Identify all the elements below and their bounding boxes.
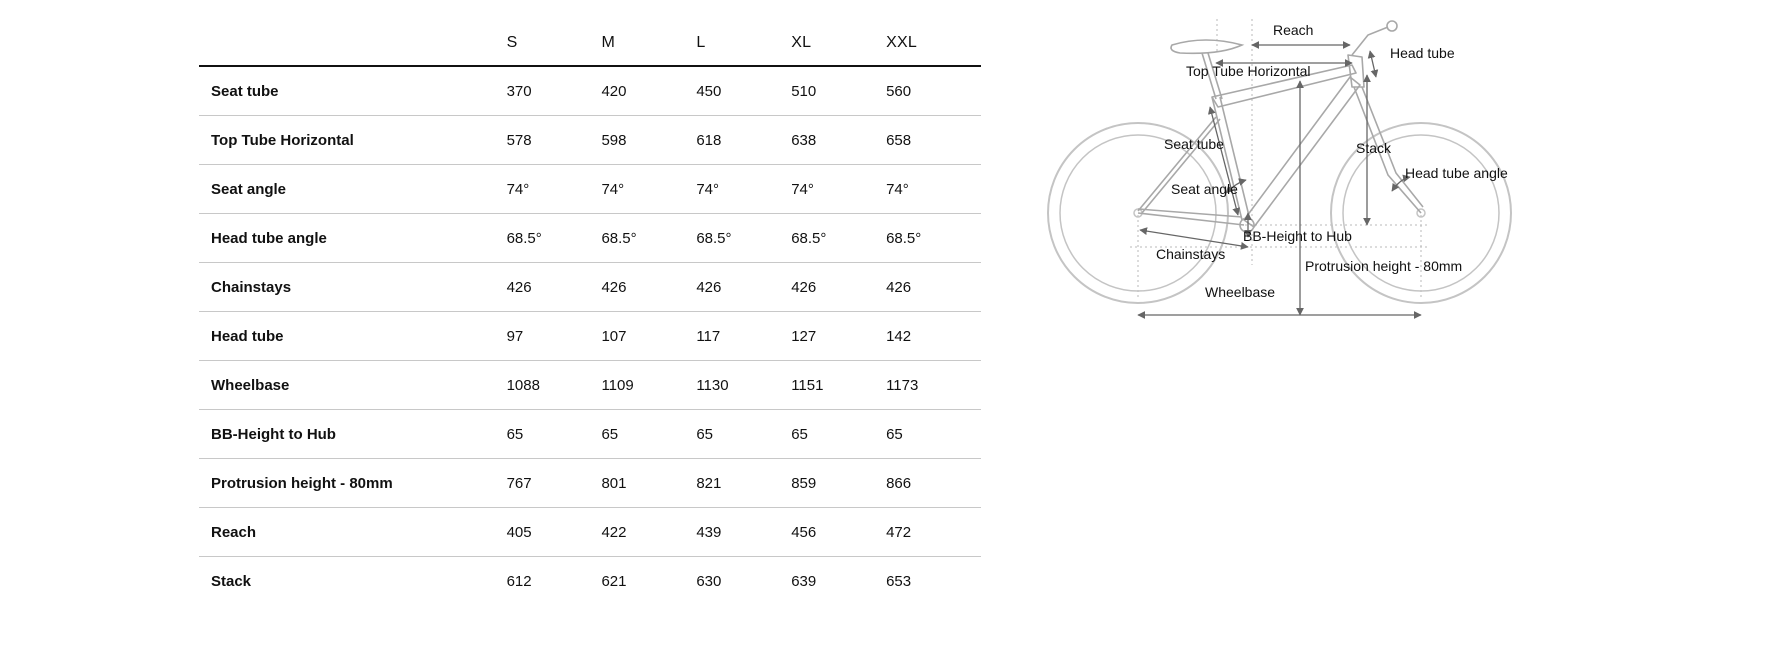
size-value-cell: 859 bbox=[791, 459, 886, 508]
size-value-cell: 65 bbox=[791, 410, 886, 459]
size-value-cell: 578 bbox=[507, 116, 602, 165]
label-reach: Reach bbox=[1273, 22, 1314, 38]
size-value-cell: 405 bbox=[507, 508, 602, 557]
label-seat-tube: Seat tube bbox=[1164, 136, 1224, 152]
table-row bbox=[199, 312, 981, 361]
size-value-cell: 68.5° bbox=[601, 214, 696, 263]
row-label: Protrusion height - 80mm bbox=[199, 459, 507, 508]
label-chainstays: Chainstays bbox=[1156, 246, 1226, 262]
column-header-size: S bbox=[507, 20, 602, 66]
size-value-cell: 821 bbox=[696, 459, 791, 508]
size-value-cell: 510 bbox=[791, 66, 886, 116]
table-row bbox=[199, 116, 981, 165]
row-label: Seat tube bbox=[199, 66, 507, 116]
table-row bbox=[199, 361, 981, 410]
size-value-cell: 74° bbox=[601, 165, 696, 214]
table-row bbox=[199, 66, 981, 116]
table-row bbox=[199, 214, 981, 263]
size-value-cell: 68.5° bbox=[791, 214, 886, 263]
bike-geometry-diagram bbox=[1030, 15, 1570, 335]
table-row bbox=[199, 557, 981, 606]
size-value-cell: 426 bbox=[601, 263, 696, 312]
table-row bbox=[199, 263, 981, 312]
size-value-cell: 74° bbox=[791, 165, 886, 214]
size-value-cell: 1151 bbox=[791, 361, 886, 410]
size-value-cell: 370 bbox=[507, 66, 602, 116]
size-value-cell: 1088 bbox=[507, 361, 602, 410]
size-value-cell: 630 bbox=[696, 572, 722, 590]
label-seat-angle: Seat angle bbox=[1171, 181, 1238, 197]
size-value-cell: 65 bbox=[507, 410, 602, 459]
size-value-cell: 612 bbox=[506, 572, 532, 590]
diagram-labels bbox=[1156, 22, 1508, 300]
table-row bbox=[199, 165, 981, 214]
size-value-cell: 653 bbox=[886, 572, 912, 590]
geometry-table bbox=[199, 20, 981, 605]
size-value-cell: 1173 bbox=[886, 361, 981, 410]
size-value-cell: 127 bbox=[791, 312, 886, 361]
row-label: Chainstays bbox=[199, 263, 507, 312]
size-value-cell: 439 bbox=[696, 508, 791, 557]
row-label: Wheelbase bbox=[199, 361, 507, 410]
size-value-cell: 97 bbox=[507, 312, 602, 361]
row-label: Head tube angle bbox=[199, 214, 507, 263]
column-header-size: M bbox=[601, 20, 696, 66]
label-stack: Stack bbox=[1356, 140, 1392, 156]
column-header-size: XXL bbox=[886, 20, 981, 66]
label-protrusion-height: Protrusion height - 80mm bbox=[1305, 258, 1463, 274]
label-head-tube: Head tube bbox=[1390, 45, 1455, 61]
size-value-cell: 638 bbox=[791, 116, 886, 165]
size-value-cell: 117 bbox=[696, 312, 791, 361]
size-value-cell: 74° bbox=[886, 165, 981, 214]
column-header-size: XL bbox=[791, 20, 886, 66]
row-label: Reach bbox=[199, 508, 507, 557]
size-value-cell: 560 bbox=[886, 66, 981, 116]
size-value-cell: 65 bbox=[601, 410, 696, 459]
label-top-tube-horizontal: Top Tube Horizontal bbox=[1186, 63, 1311, 79]
measurement-arrows bbox=[1138, 45, 1421, 315]
size-value-cell: 658 bbox=[886, 116, 981, 165]
size-value-cell: 456 bbox=[791, 508, 886, 557]
row-label: Stack bbox=[211, 572, 252, 590]
size-value-cell: 74° bbox=[696, 165, 791, 214]
size-value-cell: 639 bbox=[791, 572, 817, 590]
row-label: Head tube bbox=[199, 312, 507, 361]
table-row bbox=[199, 410, 981, 459]
size-value-cell: 68.5° bbox=[507, 214, 602, 263]
size-value-cell: 1109 bbox=[601, 361, 696, 410]
size-value-cell: 65 bbox=[696, 410, 791, 459]
label-wheelbase: Wheelbase bbox=[1205, 284, 1276, 300]
size-value-cell: 426 bbox=[507, 263, 602, 312]
label-bb-height-to-hub: BB-Height to Hub bbox=[1243, 228, 1352, 244]
label-head-tube-angle: Head tube angle bbox=[1405, 165, 1508, 181]
size-value-cell: 801 bbox=[601, 459, 696, 508]
size-value-cell: 767 bbox=[507, 459, 602, 508]
size-value-cell: 420 bbox=[601, 66, 696, 116]
size-value-cell: 598 bbox=[601, 116, 696, 165]
size-value-cell: 74° bbox=[507, 165, 602, 214]
row-label: BB-Height to Hub bbox=[199, 410, 507, 459]
size-value-cell: 450 bbox=[696, 66, 791, 116]
size-value-cell: 68.5° bbox=[886, 214, 981, 263]
size-value-cell: 142 bbox=[886, 312, 981, 361]
size-value-cell: 107 bbox=[601, 312, 696, 361]
size-value-cell: 472 bbox=[886, 508, 981, 557]
table-header-row bbox=[199, 20, 981, 66]
row-label: Top Tube Horizontal bbox=[199, 116, 507, 165]
size-value-cell: 65 bbox=[886, 410, 981, 459]
size-value-cell: 426 bbox=[791, 263, 886, 312]
column-header-label bbox=[199, 20, 507, 66]
size-value-cell: 618 bbox=[696, 116, 791, 165]
size-value-cell: 866 bbox=[886, 459, 981, 508]
size-value-cell: 422 bbox=[601, 508, 696, 557]
size-value-cell: 68.5° bbox=[696, 214, 791, 263]
row-label: Seat angle bbox=[199, 165, 507, 214]
table-row bbox=[199, 459, 981, 508]
column-header-size: L bbox=[696, 20, 791, 66]
size-value-cell: 426 bbox=[696, 263, 791, 312]
geometry-table-body bbox=[199, 66, 981, 605]
size-value-cell: 621 bbox=[601, 572, 627, 590]
size-value-cell: 426 bbox=[886, 263, 981, 312]
size-value-cell: 1130 bbox=[696, 361, 791, 410]
table-row bbox=[199, 508, 981, 557]
